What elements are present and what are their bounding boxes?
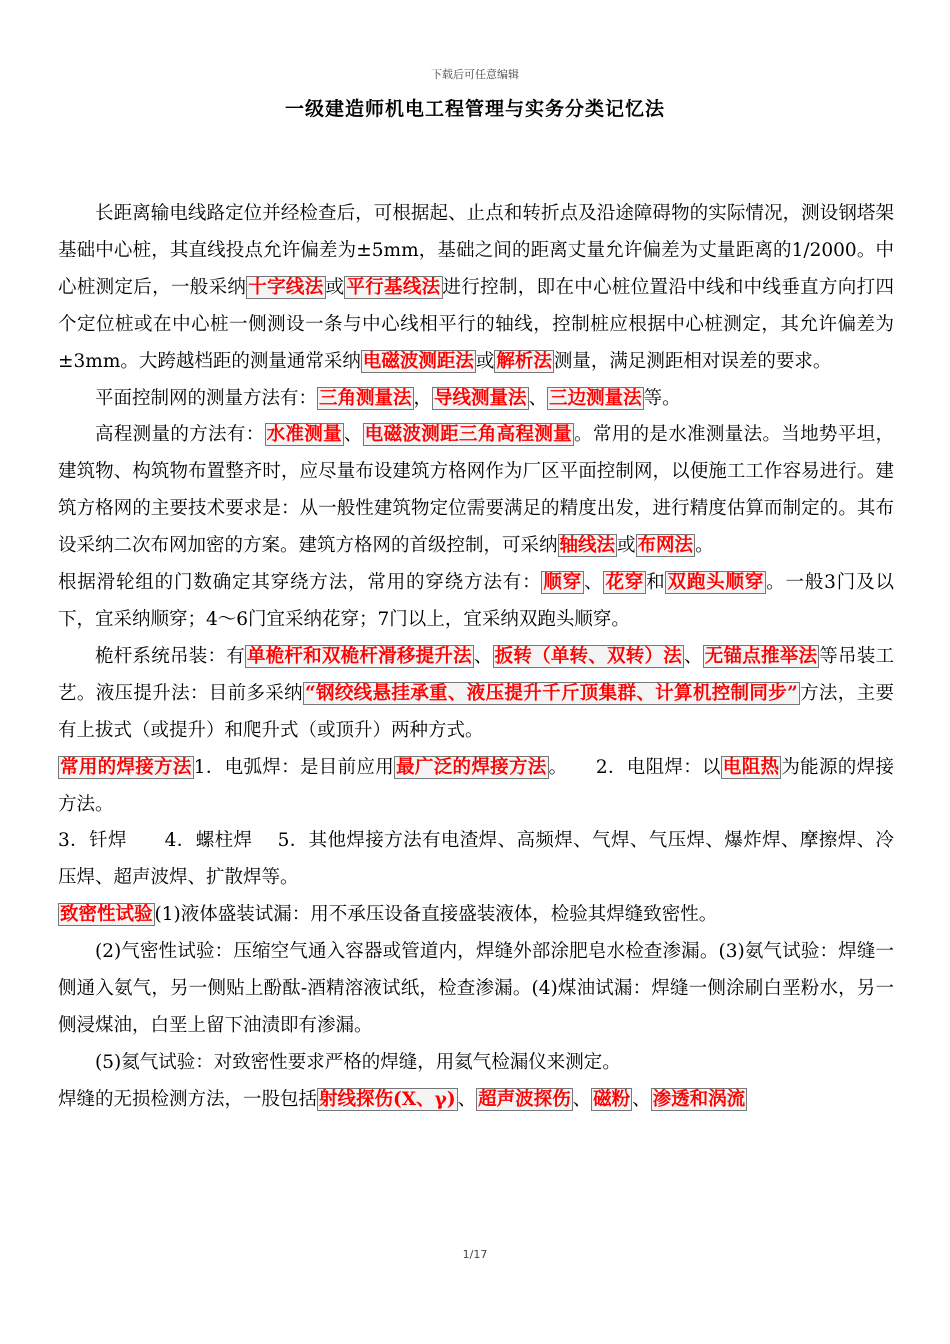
paragraph-text: (2)气密性试验：压缩空气通入容器或管道内，焊缝外部涂肥皂水检查渗漏。(3)氨气试验：焊缝一侧通入氨气，另一侧贴上酚酞-酒精溶液试纸，检查渗漏。(4)煤油试漏：焊缝一侧涂刷白垩粉水，另一侧浸煤油，白垩上留下油渍即有渗漏。	[58, 941, 894, 1036]
page-number: 1/17	[462, 1248, 488, 1261]
highlighted-term: 水准测量	[266, 424, 342, 446]
paragraph-text: 。 2．电阻焊：以	[548, 756, 721, 778]
paragraph-text: 、	[457, 1088, 477, 1110]
paragraph-text: 或	[617, 535, 636, 557]
paragraph-text: 长距离输电线路定位并经检查后，可根据起、止点和转折点及沿途障碍物的实际情况，测设钢塔架基础中心桩，其直线投点允许偏差为±5mm，基础之间的距离丈量允许偏差为丈量距离的1/2000。中心桩测定后，一般采纳	[58, 203, 894, 298]
body-paragraph	[58, 417, 894, 565]
paragraph-text: 桅杆系统吊装：有	[95, 645, 245, 667]
body-paragraph	[58, 897, 894, 934]
paragraph-text: 等。	[643, 387, 681, 409]
highlighted-term: 平行基线法	[346, 276, 441, 298]
body-paragraph	[58, 1045, 894, 1082]
paragraph-text: 为能源的焊接方法。	[58, 756, 894, 815]
body-paragraph	[58, 196, 894, 381]
highlighted-term: 扳转（单转、双转）法	[494, 645, 683, 667]
body-paragraph	[58, 823, 894, 897]
highlighted-term: 最广泛的焊接方法	[396, 756, 547, 778]
paragraph-text: 、	[572, 1088, 592, 1110]
paragraph-text: 根据滑轮组的门数确定其穿绕方法，常用的穿绕方法有：	[58, 572, 542, 594]
highlighted-term: 双跑头顺穿	[667, 572, 765, 594]
highlighted-term: 电阻热	[722, 756, 780, 778]
highlighted-term: 十字线法	[248, 276, 324, 298]
paragraph-text: 、	[473, 645, 493, 667]
paragraph-text: 、	[343, 424, 363, 446]
paragraph-text: 、	[632, 1088, 651, 1110]
highlighted-term: 花穿	[605, 572, 645, 594]
document-title: 一级建造师机电工程管理与实务分类记忆法	[284, 98, 665, 120]
highlighted-term: 电磁波测距法	[362, 350, 474, 372]
paragraph-text: 或	[325, 276, 345, 298]
highlighted-term: 轴线法	[559, 535, 616, 557]
paragraph-text: (1)液体盛装试漏：用不承压设备直接盛装液体，检验其焊缝致密性。	[154, 904, 718, 926]
highlighted-term: 超声波探伤	[478, 1088, 571, 1110]
body-paragraph	[58, 565, 894, 639]
document-body	[58, 196, 894, 1119]
paragraph-text: 或	[475, 350, 495, 372]
highlighted-term: 三角测量法	[319, 387, 412, 409]
paragraph-text: 、	[528, 387, 548, 409]
highlighted-term: 三边测量法	[549, 387, 642, 409]
highlighted-term: 电磁波测距三角高程测量	[364, 424, 573, 446]
body-paragraph	[58, 1082, 894, 1119]
highlighted-term: 渗透和涡流	[652, 1088, 746, 1110]
highlighted-term: 解析法	[496, 350, 552, 372]
paragraph-text: 焊缝的无损检测方法，一股包括	[58, 1088, 318, 1110]
paragraph-text: 等吊装工艺。液压提升法：目前多采纳	[58, 645, 894, 704]
paragraph-text: 1．电弧焊：是目前应用	[193, 756, 395, 778]
header-note: 下载后可任意编辑	[431, 68, 519, 81]
paragraph-text: 。常用的是水准测量法。当地势平坦，建筑物、构筑物布置整齐时，应尽量布设建筑方格网作为厂区平面控制网，以便施工工作容易进行。建筑方格网的主要技术要求是：从一般性建筑物定位需要满足的精度出发，进行精度估算而制定的。其布设采纳二次布网加密的方案。建筑方格网的首级控制，可采纳	[58, 424, 894, 557]
paragraph-text: 测量，满足测距相对误差的要求。	[553, 350, 832, 372]
paragraph-text: 高程测量的方法有：	[95, 424, 265, 446]
highlighted-term: 常用的焊接方法	[60, 756, 192, 778]
paragraph-text: 平面控制网的测量方法有：	[95, 387, 318, 409]
paragraph-text: 和	[646, 572, 666, 594]
highlighted-term: 布网法	[637, 535, 694, 557]
paragraph-text: 、	[684, 645, 703, 667]
paragraph-text: 3．钎焊 4．螺柱焊 5．其他焊接方法有电渣焊、高频焊、气焊、气压焊、爆炸焊、摩擦焊、冷压焊、超声波焊、扩散焊等。	[58, 830, 894, 889]
highlighted-term: 顺穿	[543, 572, 583, 594]
body-paragraph	[58, 639, 894, 750]
paragraph-text: 。	[695, 535, 714, 557]
highlighted-term: 射线探伤(X、γ)	[319, 1088, 456, 1110]
highlighted-term: 无锚点推举法	[704, 645, 818, 667]
highlighted-term: 导线测量法	[434, 387, 527, 409]
highlighted-term: 致密性试验	[60, 904, 153, 926]
paragraph-text: 方法，主要有上拔式（或提升）和爬升式（或顶升）两种方式。	[58, 682, 894, 741]
highlighted-term: 磁粉	[593, 1088, 631, 1110]
highlighted-term: “钢绞线悬挂承重、液压提升千斤顶集群、计算机控制同步”	[304, 682, 798, 704]
paragraph-text: 进行控制，即在中心桩位置沿中线和中线垂直方向打四个定位桩或在中心桩一侧测设一条与中心线相平行的轴线，控制桩应根据中心桩测定，其允许偏差为±3mm。大跨越档距的测量通常采纳	[58, 276, 894, 372]
paragraph-text: (5)氦气试验：对致密性要求严格的焊缝，用氦气检漏仪来测定。	[95, 1051, 621, 1073]
paragraph-text: ，	[413, 387, 433, 409]
paragraph-text: 、	[584, 572, 604, 594]
highlighted-term: 单桅杆和双桅杆滑移提升法	[246, 645, 472, 667]
body-paragraph	[58, 381, 894, 418]
paragraph-text: 。一般3门及以下，宜采纳顺穿；4～6门宜采纳花穿；7门以上，宜采纳双跑头顺穿。	[58, 572, 894, 630]
body-paragraph	[58, 750, 894, 824]
body-paragraph	[58, 934, 894, 1045]
